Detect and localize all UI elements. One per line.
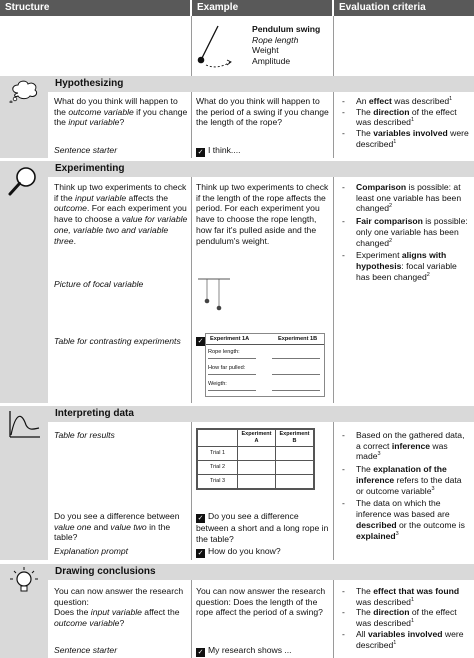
section-title-interpreting: Interpreting data (55, 408, 134, 419)
results-col-b: Experiment B (276, 430, 314, 447)
pendulum-weight: Weight (252, 45, 279, 56)
checkbox-icon: ✓ (197, 149, 204, 156)
form-line (272, 390, 320, 391)
header-criteria-label: Evaluation criteria (339, 2, 426, 13)
results-col-a: Experiment A (238, 430, 276, 447)
criterion-item: - The explanation of the inference refers to the data or outcome variable$^3$ (342, 464, 462, 496)
concl-example-text: You can now answer the research question: Does the length of the rope affect the period of a swing? (196, 586, 326, 618)
form-line (272, 358, 320, 359)
col-divider (333, 580, 334, 658)
concl-structure-text: You can now answer the research question: Does the input variable affect the outcome variable? (54, 586, 184, 629)
form-line (272, 374, 320, 375)
col-divider (333, 16, 334, 76)
section-title-experimenting: Experimenting (55, 163, 125, 174)
criterion-item: - The direction of the effect was described$^1$ (342, 607, 457, 629)
form-line (208, 358, 256, 359)
col-divider (333, 422, 334, 560)
criterion-item: - The direction of the effect was described$^1$ (342, 106, 457, 128)
col-divider (191, 422, 192, 560)
interp-example-q: ✓ Do you see a difference between a short and a long rope in the table? (196, 511, 329, 544)
section-title-hypothesizing: Hypothesizing (55, 78, 124, 89)
checkbox-icon: ✓ (197, 515, 204, 522)
criterion-item: - The effect that was found was described$^1$ (342, 586, 460, 607)
checkbox-icon: ✓ (197, 338, 204, 345)
criterion-item: - Based on the gathered data, a correct inference was made$^3$ (342, 430, 465, 462)
lightbulb-icon (8, 566, 40, 598)
results-table (196, 428, 315, 490)
exp-1b-heading: Experiment 1B (278, 336, 318, 342)
hyp-structure-text: What do you think will happen to the outcome variable if you change the input variable? (54, 96, 188, 128)
concl-criteria-list (342, 586, 470, 650)
col-divider (333, 92, 334, 158)
trial-label: Trial 3 (198, 474, 238, 488)
exp-picture-label: Picture of focal variable (54, 279, 144, 289)
col-divider (191, 177, 192, 403)
criterion-item: - An effect was described$^1$ (342, 96, 453, 106)
hyp-starter-example: ✓ I think.... (197, 145, 241, 156)
criterion-item: - All variables involved were described$^1$ (342, 628, 464, 650)
header-structure-label: Structure (5, 2, 50, 13)
hyp-criteria-list (342, 96, 470, 150)
header-example (192, 0, 332, 16)
experiment-form (205, 333, 325, 397)
field-how-far-pulled: How far pulled: (208, 365, 246, 371)
exp-structure-text: Think up two experiments to check if the input variable affects the outcome. For each experiment you have to choose a value for variable one, variable two and variable three. (54, 182, 188, 246)
criterion-item: - The data on which the inference was based are described or the outcome is explained$^3$ (342, 498, 465, 541)
concl-starter-label: Sentence starter (54, 645, 118, 655)
header-example-label: Example (197, 2, 239, 13)
col-divider (333, 177, 334, 403)
header-structure (0, 0, 190, 16)
pendulum-legend (252, 24, 332, 67)
pendulum-title: Pendulum swing (252, 24, 321, 34)
exp-table-label: Table for contrasting experiments (54, 336, 181, 346)
exp-1a-heading: Experiment 1A (210, 336, 250, 342)
field-rope-length: Rope length: (208, 349, 240, 355)
criterion-item: - Fair comparison is possible: only one variable has been changed$^2$ (342, 216, 468, 248)
interp-prompt-example: ✓ How do you know? (197, 546, 281, 557)
concl-starter-example: ✓ My research shows ... (197, 645, 292, 656)
thought-cloud-icon (8, 79, 40, 103)
pendulum-amplitude: Amplitude (252, 56, 291, 67)
criterion-item: - Experiment aligns with hypothesis: focal variable has been changed$^2$ (342, 250, 457, 282)
hyp-starter-label: Sentence starter (54, 145, 118, 155)
checkbox-icon: ✓ (197, 649, 204, 656)
exp-criteria-list (342, 182, 470, 283)
interp-criteria-list (342, 430, 470, 541)
form-line (208, 374, 256, 375)
interp-prompt-label: Explanation prompt (54, 546, 129, 556)
col-divider (191, 92, 192, 158)
pendulum-rope-length: Rope length (252, 34, 299, 45)
pendulum-swing-icon (192, 18, 252, 76)
checkbox-icon: ✓ (197, 550, 204, 557)
interp-table-label: Table for results (54, 430, 115, 440)
interp-question-text: Do you see a difference between value one and value two in the table? (54, 511, 180, 543)
form-line (208, 390, 256, 391)
col-divider (191, 580, 192, 658)
criterion-item: - Comparison is possible: at least one variable has been changed$^2$ (342, 182, 462, 214)
hyp-example-text: What do you think will happen to the period of a swing if you change the length of the rope? (196, 96, 329, 128)
trial-label: Trial 1 (198, 446, 238, 460)
exp-example-text: Think up two experiments to check if the length of the rope affects the period. For each experiment you have to choose the rope length, how far it's pulled aside and the pendulum's weight. (196, 182, 329, 246)
form-divider (206, 344, 324, 345)
trial-label: Trial 2 (198, 460, 238, 474)
line-graph-icon (6, 409, 42, 441)
criterion-item: - The variables involved were described$^1$ (342, 128, 469, 149)
field-weight: Weigth: (208, 381, 227, 387)
section-title-conclusions: Drawing conclusions (55, 566, 156, 577)
magnifier-icon (6, 164, 42, 200)
header-criteria (334, 0, 474, 16)
two-pendulums-icon (198, 276, 232, 312)
